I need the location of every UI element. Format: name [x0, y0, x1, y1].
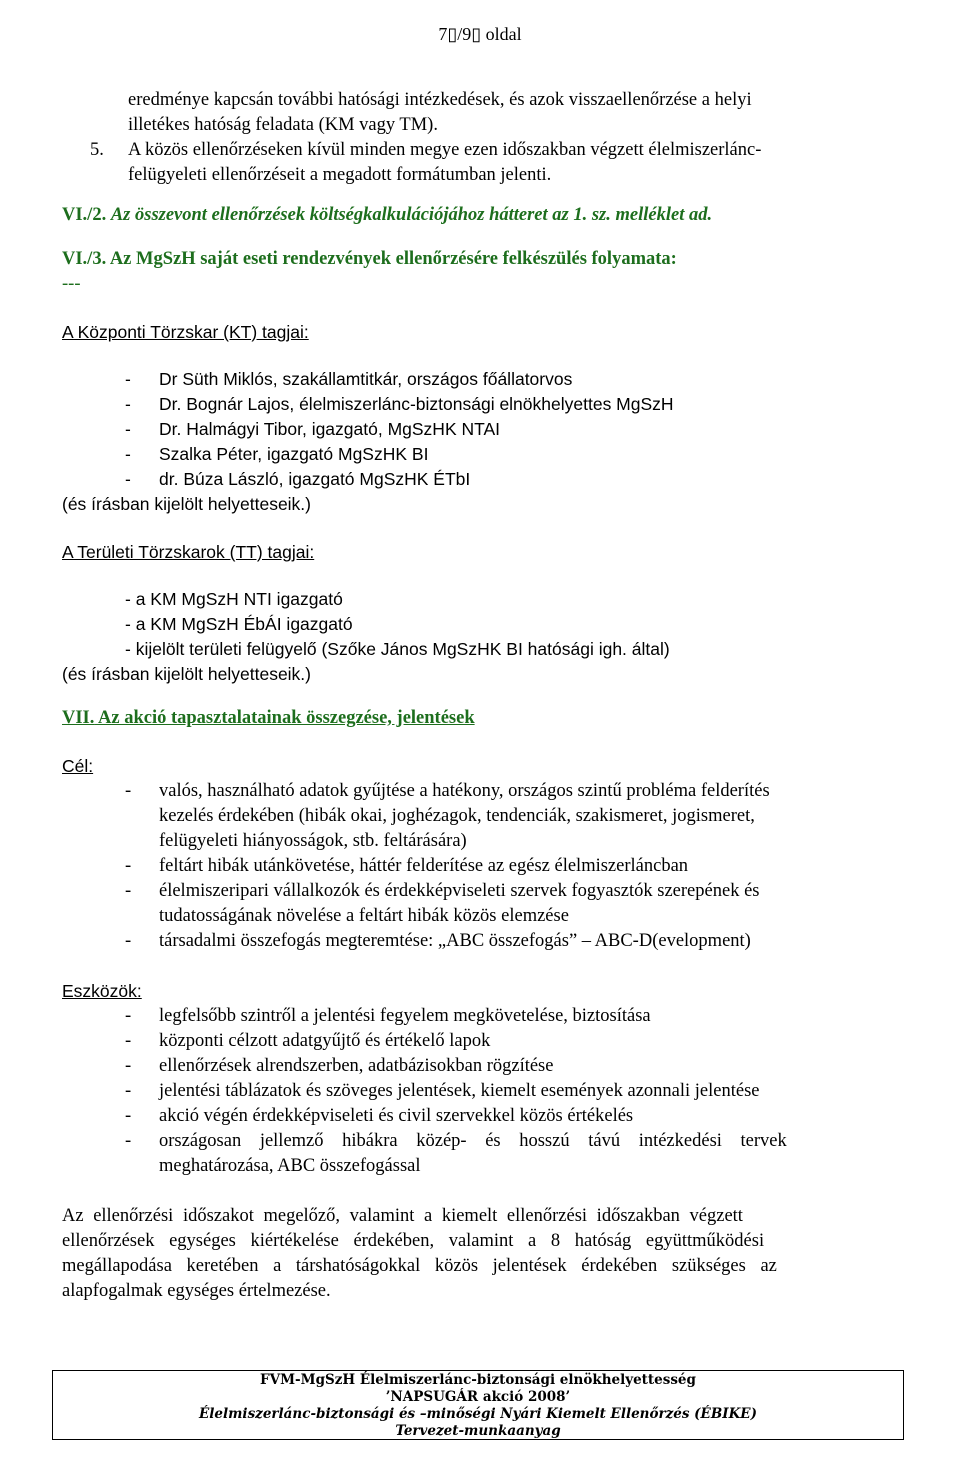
eszkozok-heading: Eszközök: — [62, 981, 142, 1001]
list-item: - jelentési táblázatok és szöveges jelentések, kiemelt események azonnali jelentése — [125, 1081, 760, 1101]
kt-heading: A Központi Törzskar (KT) tagjai: — [62, 322, 309, 342]
section-title: Az MgSzH saját eseti rendezvények ellenőrzésére felkészülés folyamata: — [109, 249, 677, 269]
footer-line: ’NAPSUGÁR akció 2008’ — [385, 1389, 571, 1405]
section-heading-vii — [62, 706, 898, 731]
footer-line: Élelmiszerlánc-biztonsági és –minőségi Nyári Kiemelt Ellenőrzés (ÉBIKE) — [199, 1406, 757, 1422]
list-item: - társadalmi összefogás megteremtése: „ABC összefogás” – ABC-D(evelopment) — [125, 931, 751, 951]
footer-line: FVM-MgSzH Élelmiszerlánc-biztonsági elnökhelyettesség — [260, 1372, 696, 1388]
section-title: Az összevont ellenőrzések költségkalkulációjához hátteret az 1. sz. melléklet ad. — [110, 205, 713, 225]
continued-item-line: eredménye kapcsán további hatósági intézkedések, és azok visszaellenőrzése a helyi — [128, 90, 752, 110]
section-number: VI./3. — [62, 249, 107, 269]
tt-note: (és írásban kijelölt helyetteseik.) — [62, 664, 311, 684]
list-item: - akció végén érdekképviseleti és civil szervekkel közös értékelés — [125, 1106, 634, 1126]
list-item: - központi célzott adatgyűjtő és értékelő lapok — [125, 1031, 491, 1051]
tt-members — [62, 587, 898, 662]
list-item: - Dr. Halmágyi Tibor, igazgató, MgSzHK NTAI — [125, 419, 501, 439]
section-number: VII. — [62, 708, 95, 728]
list-item: - élelmiszeripari vállalkozók és érdekképviseleti szervek fogyasztók szerepének és tudatosságának növelése a feltárt hibák közös elemzése — [125, 881, 760, 926]
section-number: VI./2. — [62, 205, 107, 225]
section-title: Az akció tapasztalatainak összegzése, jelentések — [98, 708, 475, 728]
list-item: - valós, használható adatok gyűjtése a hatékony, országos szintű probléma felderítés kezelés érdekében (hibák okai, joghézagok, tendenciák, szakismeret, jogismeret, felügyeleti hiányosságok, stb. feltárására) — [125, 781, 770, 851]
kt-members — [62, 367, 898, 492]
cel-list — [62, 779, 898, 954]
list-item: - a KM MgSzH NTI igazgató — [125, 589, 343, 609]
list-item-number: 5. — [90, 140, 104, 160]
list-item: - a KM MgSzH ÉbÁI igazgató — [125, 614, 353, 634]
tt-heading: A Területi Törzskarok (TT) tagjai: — [62, 542, 315, 562]
list-item: - Szalka Péter, igazgató MgSzHK BI — [125, 444, 429, 464]
dashes: --- — [62, 274, 81, 294]
cel-heading: Cél: — [62, 756, 94, 776]
list-item-text: felügyeleti ellenőrzéseit a megadott formátumban jelenti. — [128, 165, 552, 185]
closing-paragraph: Az ellenőrzési időszakot megelőző, valamint a kiemelt ellenőrzési időszakban végzett ellenőrzések egységes kiértékelése érdekében, valamint a 8 hatóság együttműködési megállapodása keretében a társhatóságokkal közös jelentések érdekében szükséges az alapfogalmak egységes értelmezése. — [62, 1206, 777, 1301]
page-number: 7▯/9▯ oldal — [438, 24, 522, 44]
continued-item-line: illetékes hatóság feladata (KM vagy TM). — [128, 115, 438, 135]
list-item: - Dr Süth Miklós, szakállamtitkár, országos főállatorvos — [125, 369, 573, 389]
footer-line: Tervezet-munkaanyag — [395, 1423, 561, 1439]
section-heading-vi-3 — [62, 247, 898, 272]
footer-box — [52, 1370, 904, 1440]
list-item: - Dr. Bognár Lajos, élelmiszerlánc-biztonsági elnökhelyettes MgSzH — [125, 394, 674, 414]
list-item: - feltárt hibák utánkövetése, háttér felderítése az egész élelmiszerláncban — [125, 856, 689, 876]
list-item-5 — [62, 138, 898, 188]
list-item: - dr. Búza László, igazgató MgSzHK ÉTbI — [125, 469, 471, 489]
eszkozok-list — [62, 1004, 898, 1179]
list-item: - ellenőrzések alrendszerben, adatbázisokban rögzítése — [125, 1056, 554, 1076]
list-item-text: A közös ellenőrzéseken kívül minden megye ezen időszakban végzett élelmiszerlánc- — [128, 140, 762, 160]
kt-note: (és írásban kijelölt helyetteseik.) — [62, 494, 311, 514]
list-item: - országosan jellemző hibákra közép- és hosszú távú intézkedési tervek meghatározása, ABC összefogással — [125, 1131, 787, 1176]
document-body — [62, 88, 898, 1304]
list-item: - legfelsőbb szintről a jelentési fegyelem megkövetelése, biztosítása — [125, 1006, 651, 1026]
section-heading-vi-2 — [62, 203, 898, 228]
list-item: - kijelölt területi felügyelő (Szőke János MgSzHK BI hatósági igh. által) — [125, 639, 670, 659]
